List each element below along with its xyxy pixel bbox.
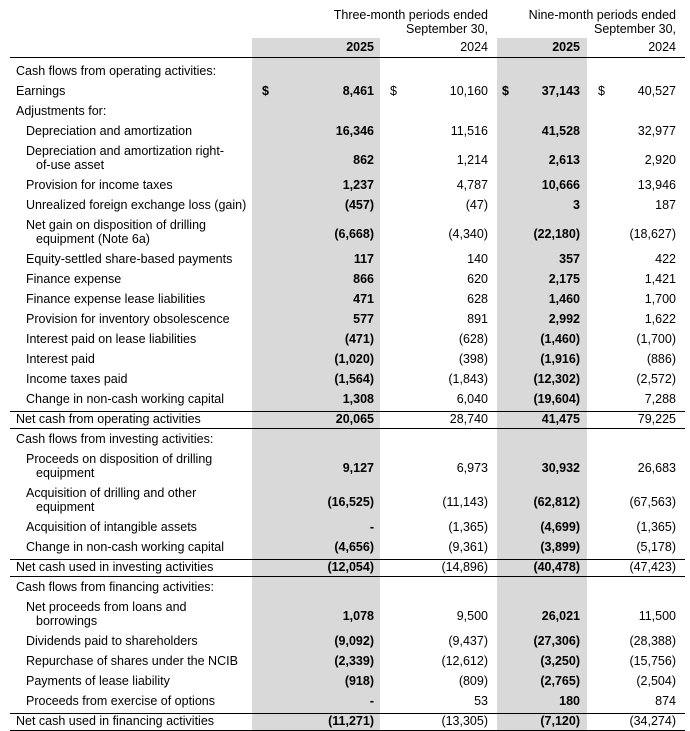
row-18-value-0: 9,127 xyxy=(342,461,374,475)
row-5-value-3: 13,946 xyxy=(637,178,676,192)
row-25-value-3: (28,388) xyxy=(629,634,676,648)
row-22-value-2: (40,478) xyxy=(533,560,580,574)
row-24-value-1: 9,500 xyxy=(456,609,488,623)
row-22-rule-top xyxy=(10,559,685,560)
row-3-value-2: 41,528 xyxy=(541,124,580,138)
row-0-label: Cash flows from operating activities: xyxy=(16,64,217,78)
row-20-value-3: (1,365) xyxy=(636,520,676,534)
row-13-label: Interest paid xyxy=(26,352,95,366)
row-12-label: Interest paid on lease liabilities xyxy=(26,332,197,346)
row-15-value-3: 7,288 xyxy=(644,392,676,406)
row-18-value-1: 6,973 xyxy=(456,461,488,475)
row-7-value-3: (18,627) xyxy=(629,227,676,241)
row-7-label: Net gain on disposition of drilling equipment (Note 6a) xyxy=(26,218,206,246)
row-26-value-2: (3,250) xyxy=(540,654,580,668)
row-6-value-1: (47) xyxy=(465,198,488,212)
row-18-value-2: 30,932 xyxy=(541,461,580,475)
row-10-value-2: 1,460 xyxy=(548,292,580,306)
row-9-value-0: 866 xyxy=(353,272,374,286)
row-1-label: Earnings xyxy=(16,84,66,98)
header-year-9m-2025: 2025 xyxy=(552,40,580,54)
row-16-value-3: 79,225 xyxy=(637,412,676,426)
row-15-label: Change in non-cash working capital xyxy=(26,392,225,406)
row-1-value-2: 37,143 xyxy=(541,84,580,98)
row-11-label: Provision for inventory obsolescence xyxy=(26,312,230,326)
row-22-value-1: (14,896) xyxy=(441,560,488,574)
row-24-label: Net proceeds from loans and borrowings xyxy=(26,600,187,628)
row-1-currency-1: $ xyxy=(390,84,397,98)
row-25-label: Dividends paid to shareholders xyxy=(26,634,198,648)
row-16-rule-bottom xyxy=(10,428,685,429)
row-1-currency-3: $ xyxy=(598,84,605,98)
row-14-value-3: (2,572) xyxy=(636,372,676,386)
row-21-value-0: (4,656) xyxy=(334,540,374,554)
row-13-value-0: (1,020) xyxy=(334,352,374,366)
row-16-value-1: 28,740 xyxy=(449,412,488,426)
row-27-label: Payments of lease liability xyxy=(26,674,170,688)
row-13-value-1: (398) xyxy=(458,352,488,366)
header-rule xyxy=(10,57,685,58)
row-3-value-1: 11,516 xyxy=(450,124,488,138)
row-8-value-0: 117 xyxy=(353,252,374,266)
header-three-month: Three-month periods ended September 30, xyxy=(333,8,488,36)
row-18-label: Proceeds on disposition of drilling equipment xyxy=(26,452,213,480)
row-6-value-0: (457) xyxy=(344,198,374,212)
row-3-value-0: 16,346 xyxy=(335,124,374,138)
header-year-q3-2024: 2024 xyxy=(460,40,488,54)
row-29-rule-top xyxy=(10,713,685,714)
row-15-value-2: (19,604) xyxy=(533,392,580,406)
row-2-label: Adjustments for: xyxy=(16,104,107,118)
row-19-value-1: (11,143) xyxy=(442,495,488,509)
row-28-value-0: - xyxy=(369,694,374,708)
row-19-value-3: (67,563) xyxy=(629,495,676,509)
row-20-value-0: - xyxy=(369,520,374,534)
row-7-value-1: (4,340) xyxy=(448,227,488,241)
row-21-value-1: (9,361) xyxy=(448,540,488,554)
row-1-currency-0: $ xyxy=(262,84,269,98)
row-12-value-1: (628) xyxy=(458,332,488,346)
row-21-label: Change in non-cash working capital xyxy=(26,540,225,554)
row-29-label: Net cash used in financing activities xyxy=(16,714,215,728)
row-14-value-0: (1,564) xyxy=(334,372,374,386)
row-26-value-3: (15,756) xyxy=(629,654,676,668)
row-28-value-1: 53 xyxy=(474,694,488,708)
row-7-value-2: (22,180) xyxy=(533,227,580,241)
row-8-value-3: 422 xyxy=(655,252,676,266)
row-23-label: Cash flows from financing activities: xyxy=(16,580,214,594)
header-year-9m-2024: 2024 xyxy=(648,40,676,54)
row-22-rule-bottom xyxy=(10,576,685,577)
row-1-value-0: 8,461 xyxy=(342,84,374,98)
row-17-label: Cash flows from investing activities: xyxy=(16,432,214,446)
row-8-value-2: 357 xyxy=(559,252,580,266)
row-29-value-2: (7,120) xyxy=(540,714,580,728)
row-28-value-2: 180 xyxy=(559,694,580,708)
row-4-value-1: 1,214 xyxy=(456,153,488,167)
row-12-value-3: (1,700) xyxy=(636,332,676,346)
row-9-value-1: 620 xyxy=(467,272,488,286)
row-20-value-1: (1,365) xyxy=(448,520,488,534)
row-3-label: Depreciation and amortization xyxy=(26,124,193,138)
row-1-value-1: 10,160 xyxy=(449,84,488,98)
row-13-value-2: (1,916) xyxy=(540,352,580,366)
row-4-value-0: 862 xyxy=(353,153,374,167)
row-10-value-0: 471 xyxy=(353,292,374,306)
row-29-value-3: (34,274) xyxy=(629,714,676,728)
row-3-value-3: 32,977 xyxy=(637,124,676,138)
row-12-value-0: (471) xyxy=(344,332,374,346)
row-19-label: Acquisition of drilling and other equipment xyxy=(26,486,197,514)
row-19-value-2: (62,812) xyxy=(533,495,580,509)
row-27-value-1: (809) xyxy=(458,674,488,688)
row-25-value-2: (27,306) xyxy=(533,634,580,648)
row-18-value-3: 26,683 xyxy=(637,461,676,475)
row-27-value-0: (918) xyxy=(344,674,374,688)
row-9-value-3: 1,421 xyxy=(644,272,676,286)
row-20-label: Acquisition of intangible assets xyxy=(26,520,197,534)
row-21-value-3: (5,178) xyxy=(636,540,676,554)
row-8-value-1: 140 xyxy=(467,252,488,266)
row-5-value-1: 4,787 xyxy=(456,178,488,192)
row-11-value-1: 891 xyxy=(467,312,488,326)
row-4-label: Depreciation and amortization right-of-use asset xyxy=(26,144,225,172)
row-1-currency-2: $ xyxy=(502,84,509,98)
row-16-label: Net cash from operating activities xyxy=(16,412,201,426)
row-28-value-3: 874 xyxy=(655,694,676,708)
row-1-value-3: 40,527 xyxy=(637,84,676,98)
row-16-rule-top xyxy=(10,411,685,412)
row-29-value-1: (13,305) xyxy=(441,714,488,728)
row-11-value-2: 2,992 xyxy=(548,312,580,326)
row-25-value-0: (9,092) xyxy=(334,634,374,648)
row-22-label: Net cash used in investing activities xyxy=(16,560,214,574)
row-21-value-2: (3,899) xyxy=(540,540,580,554)
row-10-value-1: 628 xyxy=(467,292,488,306)
row-5-value-2: 10,666 xyxy=(541,178,580,192)
row-5-label: Provision for income taxes xyxy=(26,178,173,192)
row-19-value-0: (16,525) xyxy=(327,495,374,509)
row-14-value-1: (1,843) xyxy=(448,372,488,386)
row-11-value-3: 1,622 xyxy=(644,312,676,326)
row-4-value-2: 2,613 xyxy=(548,153,580,167)
row-11-value-0: 577 xyxy=(353,312,374,326)
row-24-value-3: 11,500 xyxy=(638,609,676,623)
row-9-label: Finance expense xyxy=(26,272,122,286)
row-7-value-0: (6,668) xyxy=(334,227,374,241)
row-27-value-2: (2,765) xyxy=(540,674,580,688)
row-24-value-0: 1,078 xyxy=(342,609,374,623)
row-6-label: Unrealized foreign exchange loss (gain) xyxy=(26,198,247,212)
row-15-value-0: 1,308 xyxy=(342,392,374,406)
row-22-value-3: (47,423) xyxy=(629,560,676,574)
row-14-value-2: (12,302) xyxy=(533,372,580,386)
row-25-value-1: (9,437) xyxy=(448,634,488,648)
row-10-value-3: 1,700 xyxy=(644,292,676,306)
header-nine-month: Nine-month periods ended September 30, xyxy=(528,8,676,36)
header-year-q3-2025: 2025 xyxy=(346,40,374,54)
row-4-value-3: 2,920 xyxy=(644,153,676,167)
row-9-value-2: 2,175 xyxy=(548,272,580,286)
row-12-value-2: (1,460) xyxy=(540,332,580,346)
row-6-value-2: 3 xyxy=(573,198,580,212)
row-15-value-1: 6,040 xyxy=(456,392,488,406)
row-27-value-3: (2,504) xyxy=(636,674,676,688)
row-6-value-3: 187 xyxy=(655,198,676,212)
row-28-label: Proceeds from exercise of options xyxy=(26,694,215,708)
row-16-value-2: 41,475 xyxy=(541,412,580,426)
row-22-value-0: (12,054) xyxy=(327,560,374,574)
row-20-value-2: (4,699) xyxy=(540,520,580,534)
row-8-label: Equity-settled share-based payments xyxy=(26,252,233,266)
row-5-value-0: 1,237 xyxy=(342,178,374,192)
row-26-label: Repurchase of shares under the NCIB xyxy=(26,654,238,668)
row-26-value-0: (2,339) xyxy=(334,654,374,668)
row-29-value-0: (11,271) xyxy=(328,714,374,728)
row-13-value-3: (886) xyxy=(646,352,676,366)
row-16-value-0: 20,065 xyxy=(335,412,374,426)
row-10-label: Finance expense lease liabilities xyxy=(26,292,206,306)
row-26-value-1: (12,612) xyxy=(441,654,488,668)
row-14-label: Income taxes paid xyxy=(26,372,128,386)
row-24-value-2: 26,021 xyxy=(541,609,580,623)
